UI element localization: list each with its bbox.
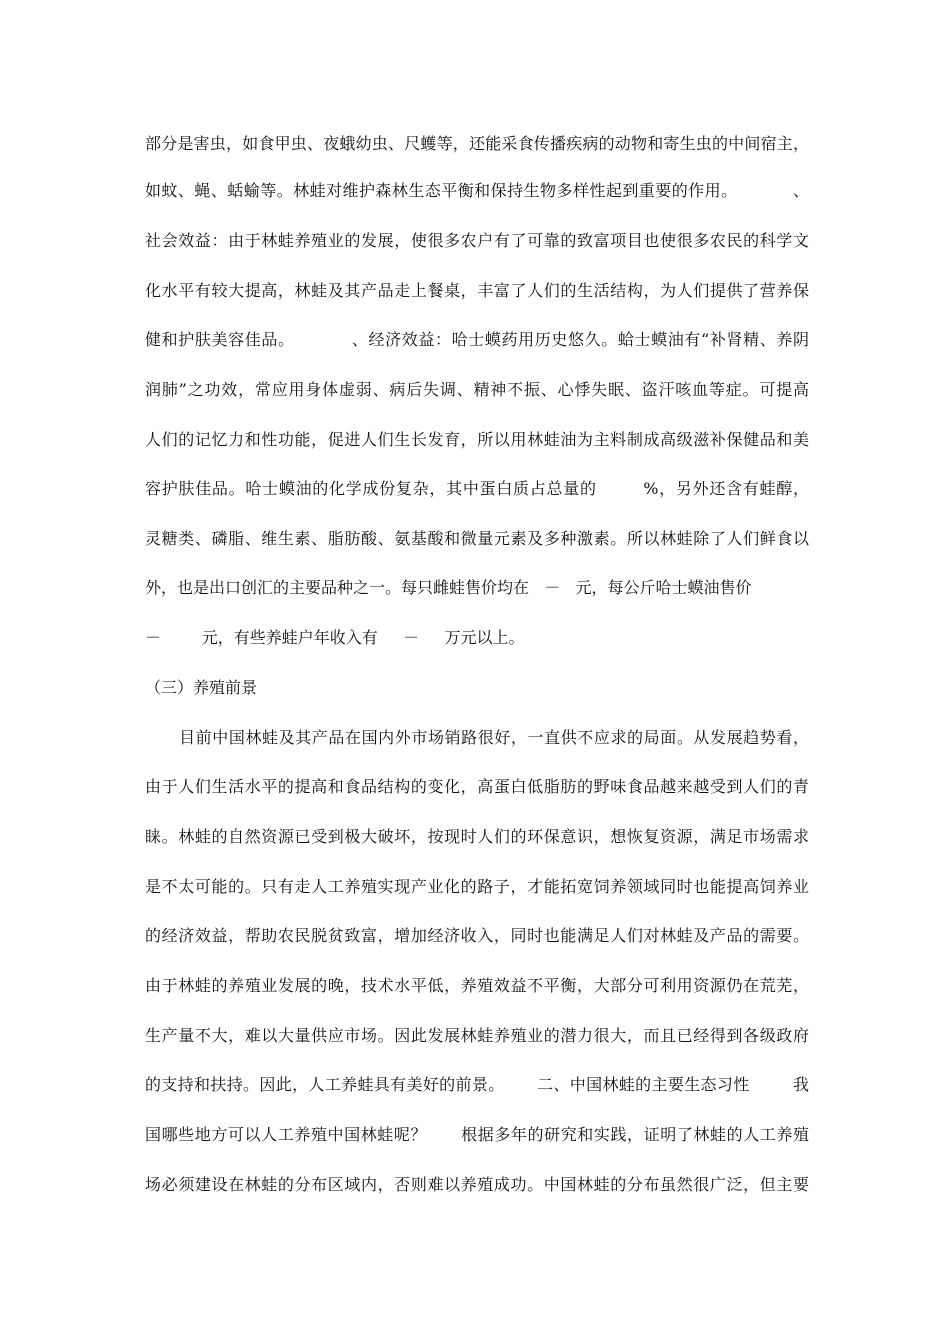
text-line: 场必须建设在林蛙的分布区域内，否则难以养殖成功。中国林蛙的分布虽然很广泛，但主要: [145, 1175, 809, 1194]
text-line: 的支持和扶持。因此，人工养蛙具有美好的前景。 二、中国林蛙的主要生态习性 我: [145, 1075, 809, 1094]
text-line: 生产量不大，难以大量供应市场。因此发展林蛙养殖业的潜力很大，而且已经得到各级政府: [145, 1026, 809, 1045]
text-line: 健和护肤美容佳品。 、经济效益：哈士蟆药用历史悠久。蛤士蟆油有“补肾精、养阴: [145, 330, 809, 349]
text-line: 人们的记忆力和性功能，促进人们生长发育，所以用林蛙油为主料制成高级滋补保健品和美: [145, 430, 809, 449]
text-line: 润肺”之功效，常应用身体虚弱、病后失调、精神不振、心悸失眠、盗汗咳血等症。可提高: [145, 380, 809, 399]
text-line: 由于人们生活水平的提高和食品结构的变化，高蛋白低脂肪的野味食品越来越受到人们的青: [145, 777, 809, 796]
text-line: 是不太可能的。只有走人工养殖实现产业化的路子，才能拓宽饲养领域同时也能提高饲养业: [145, 877, 809, 896]
text-line: 外，也是出口创汇的主要品种之一。每只雌蛙售价均在 － 元，每公斤哈士蟆油售价: [145, 578, 752, 597]
text-line: 国哪些地方可以人工养殖中国林蛙呢？ 根据多年的研究和实践，证明了林蛙的人工养殖: [145, 1125, 809, 1144]
text-line: 容护肤佳品。哈士蟆油的化学成份复杂，其中蛋白质占总量的 %，另外还含有蛙醇，: [145, 479, 809, 498]
text-line: 的经济效益，帮助农民脱贫致富，增加经济收入，同时也能满足人们对林蛙及产品的需要。: [145, 926, 809, 945]
section-heading: （三）养殖前景: [145, 678, 258, 697]
text-line: 化水平有较大提高，林蛙及其产品走上餐桌，丰富了人们的生活结构，为人们提供了营养保: [145, 281, 809, 300]
text-line: 由于林蛙的养殖业发展的晚，技术水平低，养殖效益不平衡，大部分可利用资源仍在荒芜，: [145, 976, 809, 995]
text-line: 睐。林蛙的自然资源已受到极大破坏，按现时人们的环保意识，想恢复资源，满足市场需求: [145, 827, 809, 846]
text-line: 社会效益：由于林蛙养殖业的发展，使很多农户有了可靠的致富项目也使很多农民的科学文: [145, 231, 809, 250]
text-line: 部分是害虫，如食甲虫、夜蛾幼虫、尺蠖等，还能采食传播疾病的动物和寄生虫的中间宿主，: [145, 134, 809, 153]
text-line: 灵糖类、磷脂、维生素、脂肪酸、氨基酸和微量元素及多种激素。所以林蛙除了人们鲜食以: [145, 529, 809, 548]
text-line: 如蚊、蝇、蛞蝓等。林蛙对维护森林生态平衡和保持生物多样性起到重要的作用。 、: [145, 181, 809, 200]
text-line: 目前中国林蛙及其产品在国内外市场销路很好，一直供不应求的局面。从发展趋势看，: [145, 728, 809, 747]
text-line: － 元，有些养蛙户年收入有 － 万元以上。: [145, 628, 525, 647]
